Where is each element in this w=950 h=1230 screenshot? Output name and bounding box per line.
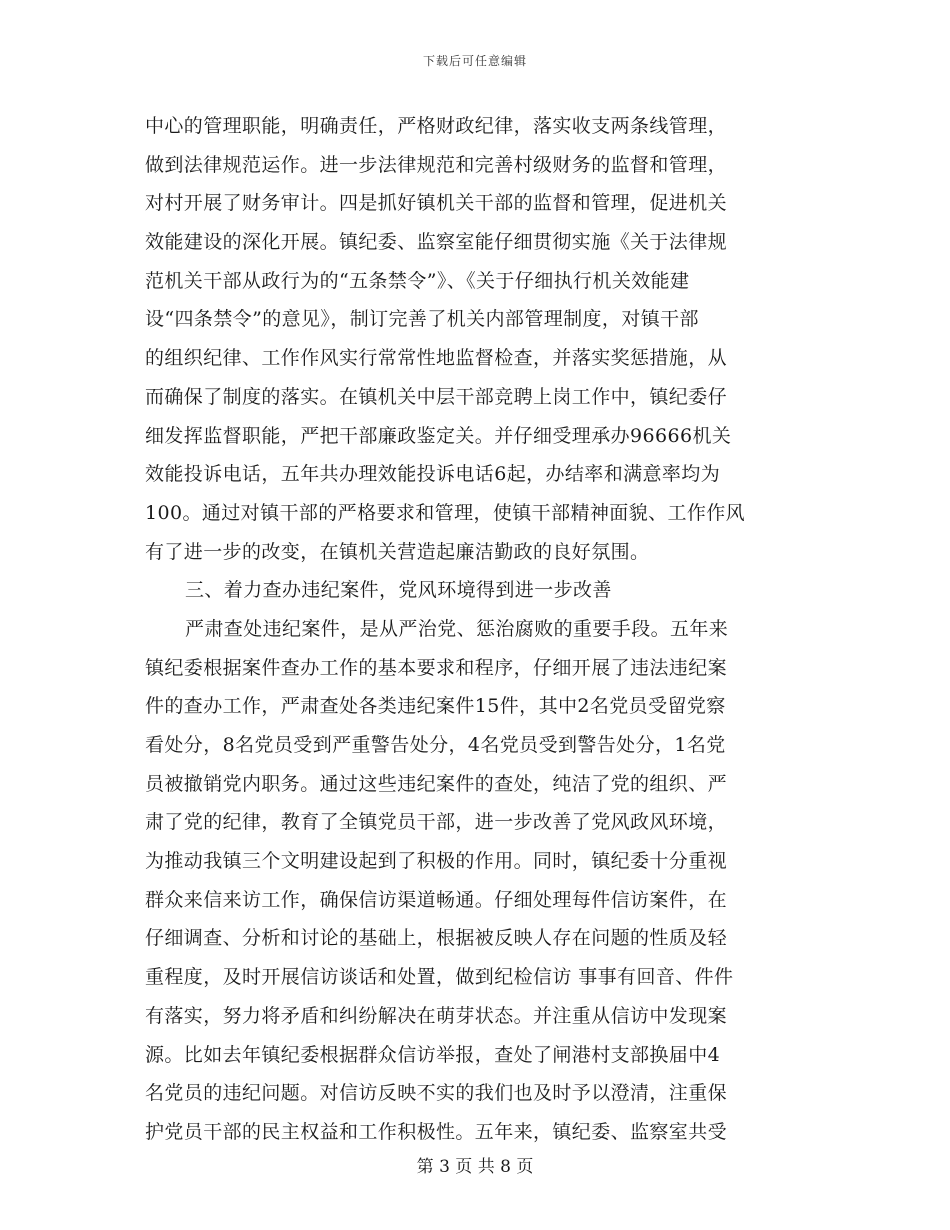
page-number: 第 3 页 共 8 页: [416, 1157, 534, 1177]
text-line: 100。通过对镇干部的严格要求和管理，使镇干部精神面貌、工作作风: [145, 501, 746, 524]
document-body: [145, 107, 805, 1152]
text-line: 仔细调查、分析和讨论的基础上，根据被反映人存在问题的性质及轻: [145, 927, 728, 950]
text-line: 做到法律规范运作。进一步法律规范和完善村级财务的监督和管理，: [145, 153, 728, 176]
text-line: 而确保了制度的落实。在镇机关中层干部竞聘上岗工作中，镇纪委仔: [145, 385, 728, 408]
text-line: 对村开展了财务审计。四是抓好镇机关干部的监督和管理，促进机关: [145, 192, 728, 215]
text-line: 有落实，努力将矛盾和纠纷解决在萌芽状态。并注重从信访中发现案: [145, 1004, 728, 1027]
section-heading: 三、着力查办违纪案件，党风环境得到进一步改善: [185, 579, 612, 602]
text-line: 中心的管理职能，明确责任，严格财政纪律，落实收支两条线管理，: [145, 115, 728, 137]
paragraph-first-line: 严肃查处违纪案件，是从严治党、惩治腐败的重要手段。五年来: [185, 617, 729, 640]
text-line: 细发挥监督职能，严把干部廉政鉴定关。并仔细受理承办96666机关: [145, 424, 732, 447]
text-line: 设“四条禁令”的意见》，制订完善了机关内部管理制度，对镇干部: [145, 308, 699, 331]
text-line: 群众来信来访工作，确保信访渠道畅通。仔细处理每件信访案件，在: [145, 888, 728, 911]
text-line: 范机关干部从政行为的“五条禁令”》、《关于仔细执行机关效能建: [145, 269, 690, 292]
text-line: 员被撤销党内职务。通过这些违纪案件的查处，纯洁了党的组织、严: [145, 772, 728, 795]
text-line: 源。比如去年镇纪委根据群众信访举报，查处了闸港村支部换届中4: [145, 1043, 721, 1066]
text-line: 护党员干部的民主权益和工作积极性。五年来，镇纪委、监察室共受: [145, 1120, 728, 1143]
text-line: 效能建设的深化开展。镇纪委、监察室能仔细贯彻实施《关于法律规: [145, 231, 728, 254]
text-line: 名党员的违纪问题。对信访反映不实的我们也及时予以澄清，注重保: [145, 1082, 728, 1105]
text-line: 镇纪委根据案件查办工作的基本要求和程序，仔细开展了违法违纪案: [145, 656, 728, 679]
text-line: 有了进一步的改变，在镇机关营造起廉洁勤政的良好氛围。: [145, 540, 650, 563]
text-line: 重程度，及时开展信访谈话和处置，做到纪检信访 事事有回音、件件: [145, 966, 734, 989]
page-header-note: 下载后可任意编辑: [422, 54, 527, 68]
text-line: 肃了党的纪律，教育了全镇党员干部，进一步改善了党风政风环境，: [145, 811, 728, 834]
text-line: 看处分，8名党员受到严重警告处分，4名党员受到警告处分，1名党: [145, 734, 726, 756]
text-line: 效能投诉电话，五年共办理效能投诉电话6起，办结率和满意率均为: [145, 463, 721, 486]
text-line: 的组织纪律、工作作风实行常常性地监督检查，并落实奖惩措施，从: [145, 347, 728, 370]
text-line: 件的查办工作，严肃查处各类违纪案件15件，其中2名党员受留党察: [145, 695, 726, 718]
text-line: 为推动我镇三个文明建设起到了积极的作用。同时，镇纪委十分重视: [145, 850, 728, 873]
